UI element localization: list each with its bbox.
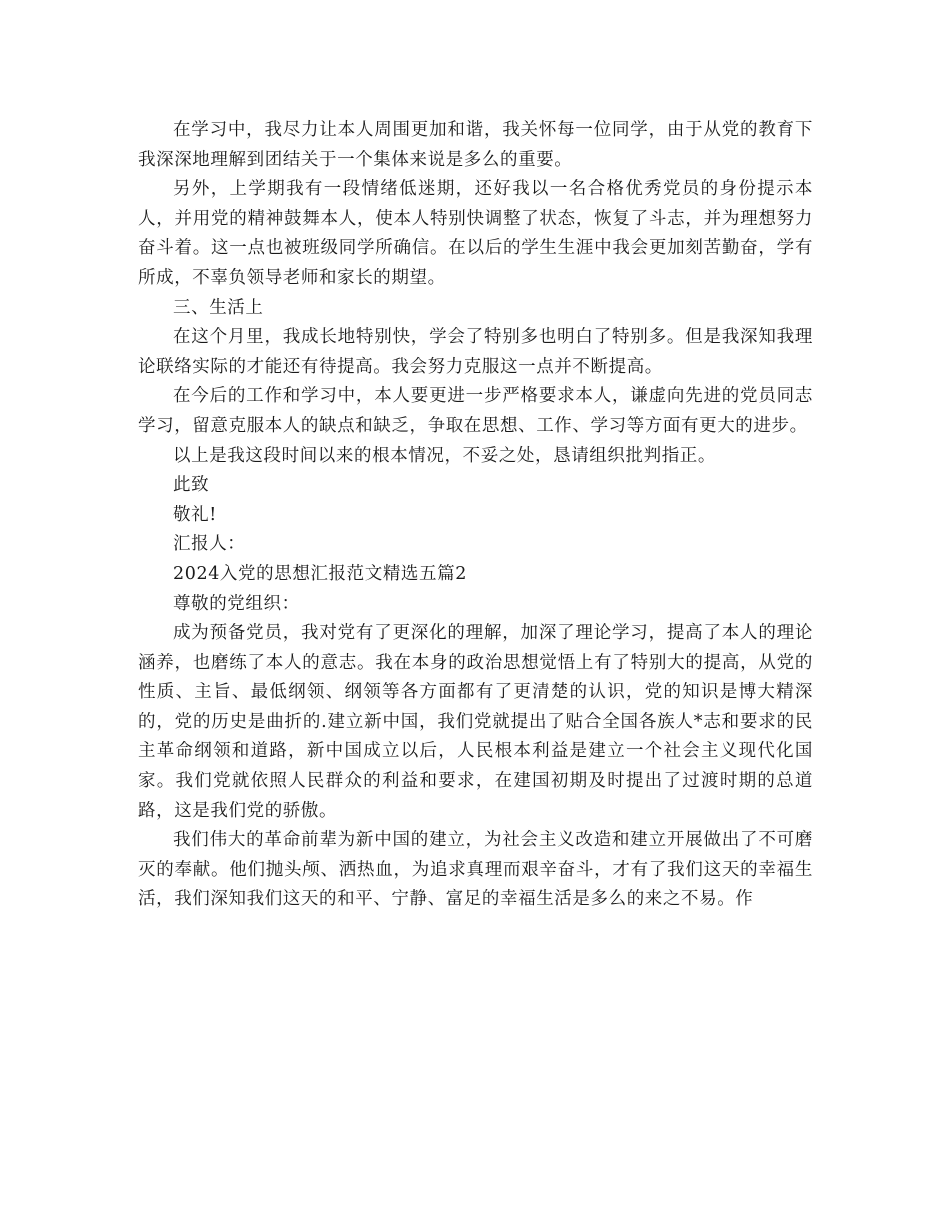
reporter-label: 汇报人： [173,534,246,555]
section-heading-life: 三、生活上 [173,297,264,318]
closing-salute: 敬礼! [173,504,217,525]
paragraph-3: 在这个月里，我成长地特别快，学会了特别多也明白了特别多。但是我深知我理论联络实际的才能还有待提高。我会努力克服这一点并不断提高。 [138,327,813,377]
paragraph-6: 成为预备党员，我对党有了更深化的理解，加深了理论学习，提高了本人的理论涵养，也磨练了本人的意志。我在本身的政治思想觉悟上有了特别大的提高，从党的性质、主旨、最低纲领、纲领等各方面都有了更清楚的认识，党的知识是博大精深的，党的历史是曲折的.建立新中国，我们党就提出了贴合全国各族人*志和要求的民主革命纲领和道路，新中国成立以后，人民根本利益是建立一个社会主义现代化国家。我们党就依照人民群众的利益和要求，在建国初期及时提出了过渡时期的总道路，这是我们党的骄傲。 [138,623,813,821]
salutation: 尊敬的党组织： [173,593,300,614]
body-text [138,116,813,915]
paragraph-2: 另外，上学期我有一段情绪低迷期，还好我以一名合格优秀党员的身份提示本人，并用党的精神鼓舞本人，使本人特别快调整了状态，恢复了斗志，并为理想努力奋斗着。这一点也被班级同学所确信。在以后的学生生涯中我会更加刻苦勤奋，学有所成，不辜负领导老师和家长的期望。 [138,179,813,288]
paragraph-5: 以上是我这段时间以来的根本情况，不妥之处，恳请组织批判指正。 [173,445,716,466]
paragraph-1: 在学习中，我尽力让本人周围更加和谐，我关怀每一位同学，由于从党的教育下我深深地理解到团结关于一个集体来说是多么的重要。 [138,120,813,170]
closing-greeting: 此致 [173,475,210,496]
paragraph-7: 我们伟大的革命前辈为新中国的建立，为社会主义改造和建立开展做出了不可磨灭的奉献。他们抛头颅、洒热血，为追求真理而艰辛奋斗，才有了我们这天的幸福生活，我们深知我们这天的和平、宁静、富足的幸福生活是多么的来之不易。作 [138,830,813,910]
paragraph-4: 在今后的工作和学习中，本人要更进一步严格要求本人，谦虚向先进的党员同志学习，留意克服本人的缺点和缺乏，争取在思想、工作、学习等方面有更大的进步。 [138,386,813,436]
article-title: 2024入党的思想汇报范文精选五篇2 [173,563,467,584]
